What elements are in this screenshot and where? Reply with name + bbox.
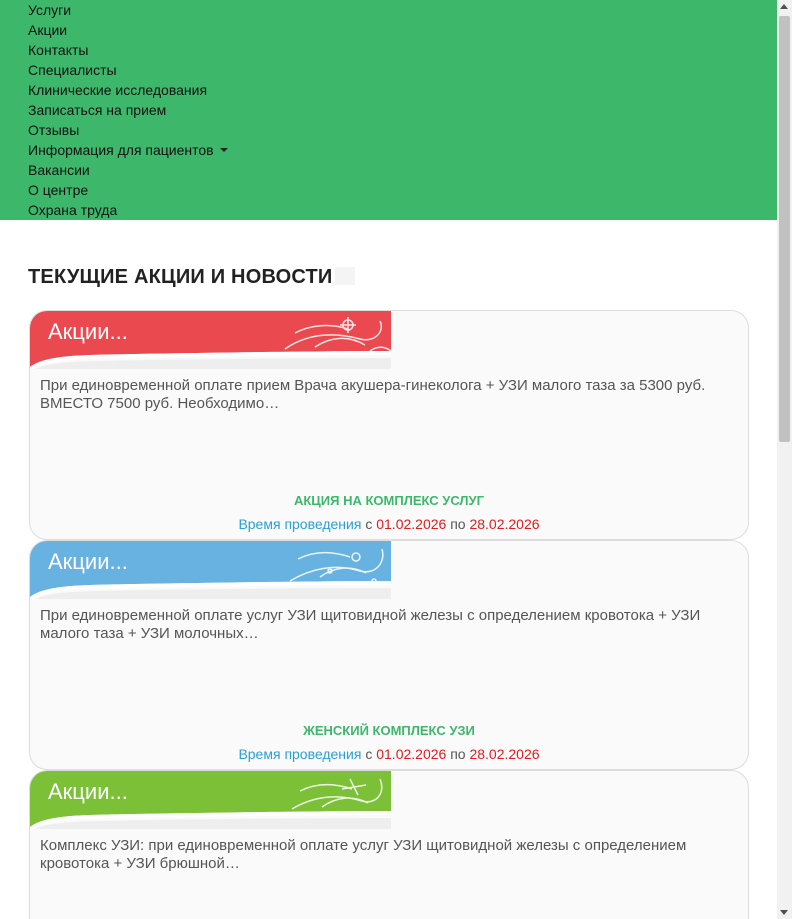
from-word: с xyxy=(365,516,373,532)
nav-item-make-appointment[interactable]: Записаться на прием xyxy=(28,102,167,118)
promo-banner xyxy=(30,541,391,599)
nav-item-contacts[interactable]: Контакты xyxy=(28,42,89,58)
banner-label: Акции... xyxy=(48,779,128,804)
start-date: 01.02.2026 xyxy=(376,516,447,532)
scroll-up-arrow-icon[interactable] xyxy=(780,4,788,9)
scroll-down-arrow-icon[interactable] xyxy=(780,910,788,915)
nav-item-labor-safety[interactable]: Охрана труда xyxy=(28,202,118,218)
promo-name[interactable]: ЖЕНСКИЙ КОМПЛЕКС УЗИ xyxy=(303,723,475,738)
nav-item-vacancies[interactable]: Вакансии xyxy=(28,162,90,178)
promo-banner xyxy=(30,311,391,369)
title-placeholder-box xyxy=(335,267,355,285)
banner-label: Акции... xyxy=(48,319,128,344)
nav-item-services[interactable]: Услуги xyxy=(28,2,72,18)
nav-item-promotions[interactable]: Акции xyxy=(28,22,68,38)
end-date: 28.02.2026 xyxy=(469,516,540,532)
nav-item-clinical-research[interactable]: Клинические исследования xyxy=(28,82,208,98)
promo-card[interactable] xyxy=(29,770,749,919)
caret-down-icon xyxy=(220,148,228,152)
banner-label: Акции... xyxy=(48,549,128,574)
main-nav xyxy=(0,0,777,220)
period-label: Время проведения xyxy=(238,746,362,762)
to-word: по xyxy=(450,516,466,532)
promo-name[interactable]: АКЦИЯ НА КОМПЛЕКС УСЛУГ xyxy=(293,493,484,508)
scrollbar-thumb[interactable] xyxy=(779,16,790,442)
promo-description: При единовременной оплате прием Врача акушера-гинеколога + УЗИ малого таза за 5300 руб. ВМЕСТО 7500 руб. Необходимо… xyxy=(40,377,706,412)
promo-description: Комплекс УЗИ: при единовременной оплате услуг УЗИ щитовидной железы с определением кровотока + УЗИ брюшной… xyxy=(40,837,687,872)
promo-period xyxy=(30,516,748,532)
section-title: ТЕКУЩИЕ АКЦИИ И НОВОСТИ xyxy=(28,266,355,289)
period-label: Время проведения xyxy=(238,516,362,532)
nav-item-specialists[interactable]: Специалисты xyxy=(28,62,117,78)
promo-period xyxy=(30,746,748,762)
nav-item-patient-info[interactable]: Информация для пациентов xyxy=(28,140,228,160)
from-word: с xyxy=(365,746,373,762)
promo-card[interactable] xyxy=(29,540,749,770)
nav-list xyxy=(28,0,228,220)
promo-card[interactable] xyxy=(29,310,749,540)
end-date: 28.02.2026 xyxy=(469,746,540,762)
promo-banner xyxy=(30,771,391,829)
promo-description: При единовременной оплате услуг УЗИ щитовидной железы с определением кровотока + УЗИ малого таза + УЗИ молочных… xyxy=(40,607,701,642)
to-word: по xyxy=(450,746,466,762)
page-scrollbar[interactable] xyxy=(777,0,792,919)
start-date: 01.02.2026 xyxy=(376,746,447,762)
nav-item-reviews[interactable]: Отзывы xyxy=(28,122,80,138)
nav-item-about[interactable]: О центре xyxy=(28,182,89,198)
